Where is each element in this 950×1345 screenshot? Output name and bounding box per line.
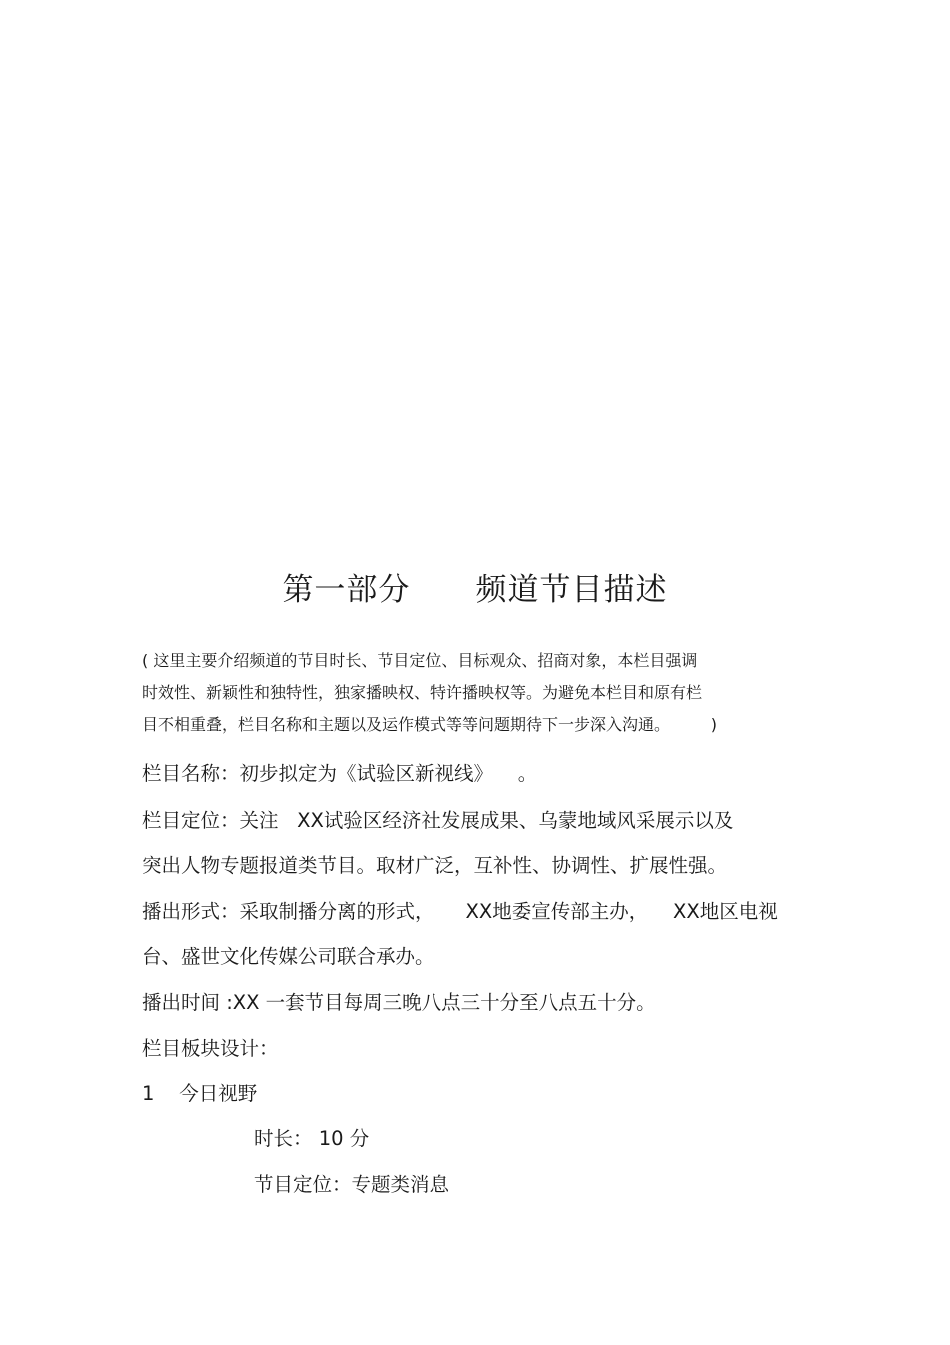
broadcast-format-line-2: 台、盛世文化传媒公司联合承办。 — [142, 945, 435, 968]
segment-1-duration: 时长： 10 分 — [254, 1127, 370, 1150]
column-position-line-1: 栏目定位：关注 XX试验区经济社发展成果、乌蒙地域风采展示以及 — [142, 809, 734, 832]
intro-note-line-2: 时效性、新颖性和独特性，独家播映权、特许播映权等。为避免本栏目和原有栏 — [142, 683, 703, 702]
segment-1-title: 1 今日视野 — [142, 1082, 258, 1105]
broadcast-time-text: 播出时间 :XX 一套节目每周三晚八点三十分至八点五十分。 — [142, 991, 656, 1014]
segments-heading: 栏目板块设计： — [142, 1037, 279, 1060]
intro-note-line-1: ( 这里主要介绍频道的节目时长、节目定位、目标观众、招商对象，本栏目强调 — [142, 651, 698, 670]
column-position-line-2: 突出人物专题报道类节目。取材广泛，互补性、协调性、扩展性强。 — [142, 854, 728, 877]
intro-note-line-3: 目不相重叠，栏目名称和主题以及运作模式等等问题期待下一步深入沟通。 ) — [142, 715, 717, 734]
section-title: 第一部分 频道节目描述 — [282, 572, 668, 608]
column-name-text: 栏目名称：初步拟定为《试验区新视线》 。 — [142, 762, 538, 785]
segment-1-position: 节目定位：专题类消息 — [254, 1173, 450, 1196]
broadcast-format-line-1: 播出形式：采取制播分离的形式， XX地委宣传部主办， XX地区电视 — [142, 900, 778, 923]
